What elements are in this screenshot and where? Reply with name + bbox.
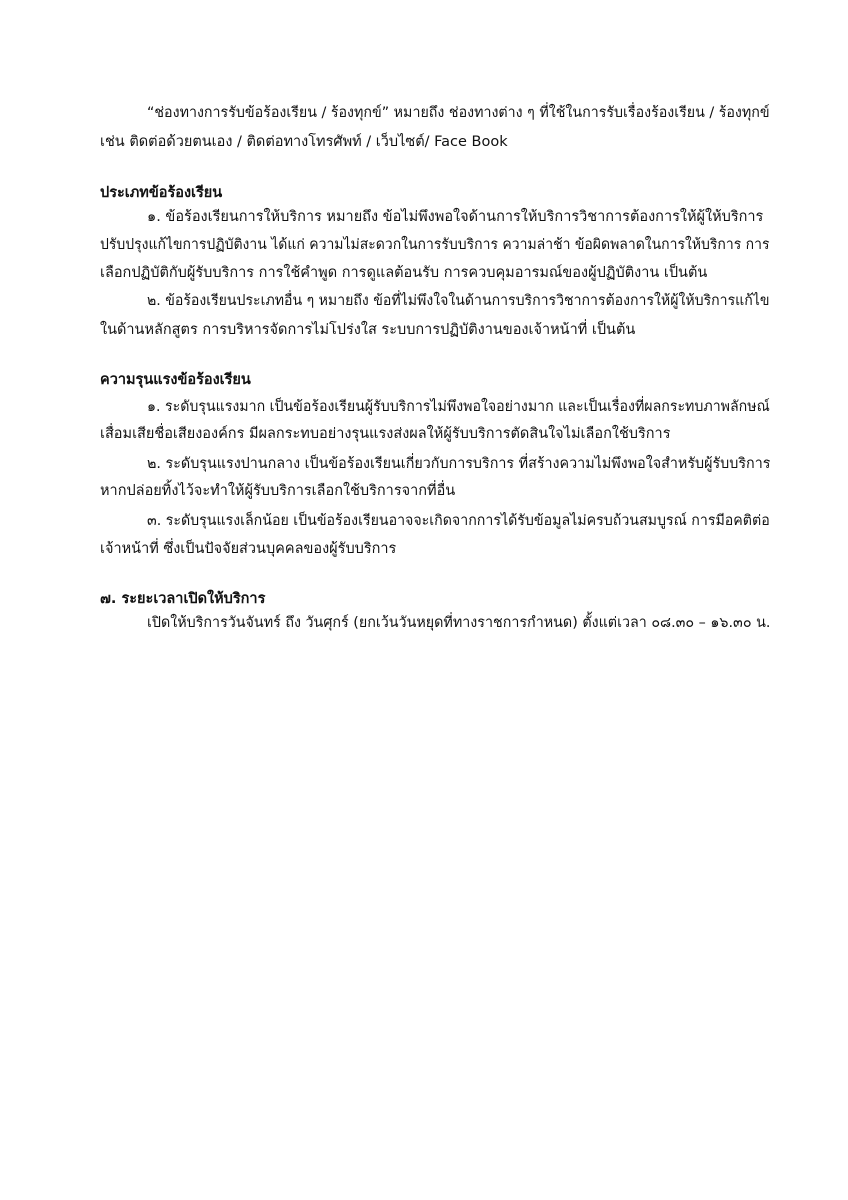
section-heading-complaint-types: ประเภทข้อร้องเรียน [100,185,223,201]
section-heading-severity: ความรุนแรงข้อร้องเรียน [100,372,251,388]
severity-2-line-1: ๒. ระดับรุนแรงปานกลาง เป็นข้อร้องเรียนเกี่ยวกับการบริการ ที่สร้างความไม่พึงพอใจสำหรับผู้รับบริการ [147,456,771,472]
section-heading-service-hours: ๗. ระยะเวลาเปิดให้บริการ [100,591,266,607]
complaint-type-1-line-3: เลือกปฏิบัติกับผู้รับบริการ การใช้คำพูด การดูแลต้อนรับ การควบคุมอารมณ์ของผู้ปฏิบัติงาน เป็นต้น [100,265,708,281]
severity-1-line-2: เสื่อมเสียชื่อเสียงองค์กร มีผลกระทบอย่างรุนแรงส่งผลให้ผู้รับบริการตัดสินใจไม่เลือกใช้บริการ [100,426,671,442]
complaint-type-1-line-1: ๑. ข้อร้องเรียนการให้บริการ หมายถึง ข้อไม่พึงพอใจด้านการให้บริการวิชาการต้องการให้ผู้ให้บริการ [147,209,764,225]
complaint-type-1-line-2: ปรับปรุงแก้ไขการปฏิบัติงาน ได้แก่ ความไม่สะดวกในการรับบริการ ความล่าช้า ข้อผิดพลาดในการให้บริการ การ [100,237,770,253]
severity-2-line-2: หากปล่อยทิ้งไว้จะทำให้ผู้รับบริการเลือกใช้บริการจากที่อื่น [100,483,456,499]
intro-line-1: “ช่องทางการรับข้อร้องเรียน / ร้องทุกข์” หมายถึง ช่องทางต่าง ๆ ที่ใช้ในการรับเรื่องร้องเรียน / ร้องทุกข์ [147,105,770,121]
service-hours-line: เปิดให้บริการวันจันทร์ ถึง วันศุกร์ (ยกเว้นวันหยุดที่ทางราชการกำหนด) ตั้งแต่เวลา ๐๘.๓๐ – ๑๖.๓๐ น. [147,615,771,631]
complaint-type-2-line-2: ในด้านหลักสูตร การบริหารจัดการไม่โปร่งใส ระบบการปฏิบัติงานของเจ้าหน้าที่ เป็นต้น [100,322,636,338]
complaint-type-2-line-1: ๒. ข้อร้องเรียนประเภทอื่น ๆ หมายถึง ข้อที่ไม่พึงใจในด้านการบริการวิชาการต้องการให้ผู้ให้บริการแก้ไข [147,293,770,309]
intro-line-2: เช่น ติดต่อด้วยตนเอง / ติดต่อทางโทรศัพท์ / เว็บไซต์/ Face Book [100,134,508,150]
severity-3-line-2: เจ้าหน้าที่ ซึ่งเป็นปัจจัยส่วนบุคคลของผู้รับบริการ [100,541,397,557]
severity-3-line-1: ๓. ระดับรุนแรงเล็กน้อย เป็นข้อร้องเรียนอาจจะเกิดจากการได้รับข้อมูลไม่ครบถ้วนสมบูรณ์ การมีอคติต่อ [147,513,770,529]
severity-1-line-1: ๑. ระดับรุนแรงมาก เป็นข้อร้องเรียนผู้รับบริการไม่พึงพอใจอย่างมาก และเป็นเรื่องที่ผลกระทบภาพลักษณ์ [147,399,770,415]
